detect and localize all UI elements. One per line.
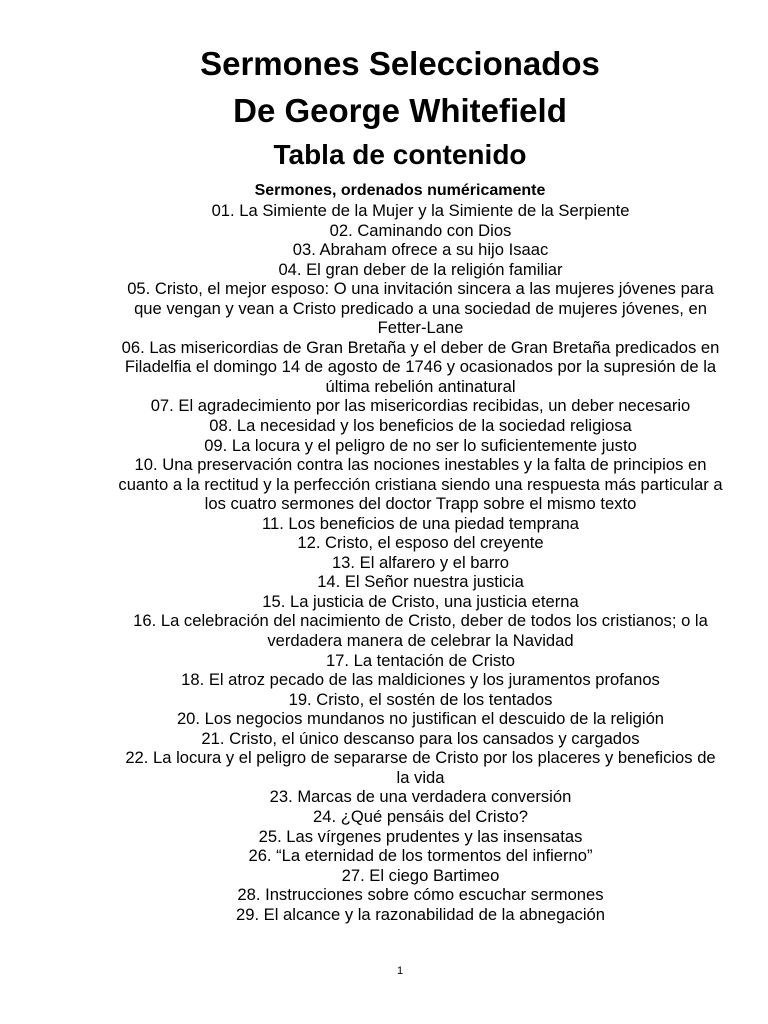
toc-entry: 15. La justicia de Cristo, una justicia eterna (262, 591, 579, 611)
toc-entry: 06. Las misericordias de Gran Bretaña y el deber de Gran Bretaña predicados en Filadelfia el domingo 14 de agosto de 1746 y ocasionados por la supresión de la última rebelión antinatural (121, 337, 720, 396)
toc-entry: 19. Cristo, el sostén de los tentados (288, 689, 553, 709)
toc-entry: 22. La locura y el peligro de separarse de Cristo por los placeres y beneficios de la vida (125, 748, 716, 787)
toc-entry: 12. Cristo, el esposo del creyente (297, 533, 544, 553)
toc-entry: 13. El alfarero y el barro (331, 552, 510, 572)
toc-entry: 10. Una preservación contra las nociones inestables y la falta de principios en cuanto a la rectitud y la perfección cristiana siendo una respuesta más particular a los cuatro sermones del doctor Trapp sobre el mismo texto (118, 455, 723, 514)
page-number: 1 (396, 965, 404, 977)
toc-entry: 25. Las vírgenes prudentes y las insensatas (258, 826, 583, 846)
table-of-contents-heading: Tabla de contenido (273, 139, 527, 170)
toc-entry: 23. Marcas de una verdadera conversión (269, 787, 572, 807)
toc-entry: 16. La celebración del nacimiento de Cristo, deber de todos los cristianos; o la verdadera manera de celebrar la Navidad (133, 611, 708, 651)
toc-entry: 09. La locura y el peligro de no ser lo suficientemente justo (204, 435, 637, 455)
toc-entry: 29. El alcance y la razonabilidad de la abnegación (235, 904, 605, 924)
document-title-line-1: Sermones Seleccionados (200, 45, 600, 82)
toc-entry: 04. El gran deber de la religión familiar (278, 259, 563, 279)
toc-entry: 02. Caminando con Dios (329, 220, 512, 240)
toc-entry: 03. Abraham ofrece a su hijo Isaac (292, 240, 549, 260)
toc-entry: 05. Cristo, el mejor esposo: O una invitación sincera a las mujeres jóvenes para que vengan y vean a Cristo predicado a una sociedad de mujeres jóvenes, en Fetter-Lane (127, 279, 714, 338)
toc-entry: 20. Los negocios mundanos no justifican el descuido de la religión (176, 709, 665, 729)
toc-entry: 18. El atroz pecado de las maldiciones y los juramentos profanos (181, 670, 660, 690)
toc-entry: 08. La necesidad y los beneficios de la sociedad religiosa (209, 416, 632, 436)
toc-entry: 24. ¿Qué pensáis del Cristo? (313, 806, 528, 826)
table-of-contents-subheading: Sermones, ordenados numéricamente (254, 182, 546, 199)
toc-entry: 17. La tentación de Cristo (325, 650, 516, 670)
toc-entry: 11. Los beneficios de una piedad temprana (261, 513, 580, 533)
toc-entry: 27. El ciego Bartimeo (341, 865, 500, 885)
document-title-line-2: De George Whitefield (233, 92, 567, 129)
toc-entry: 01. La Simiente de la Mujer y la Simiente de la Serpiente (211, 201, 630, 220)
toc-entry: 07. El agradecimiento por las misericordias recibidas, un deber necesario (150, 396, 691, 416)
toc-entry: 14. El Señor nuestra justicia (317, 572, 524, 592)
table-of-contents-list (118, 201, 723, 924)
toc-entry: 28. Instrucciones sobre cómo escuchar sermones (237, 885, 604, 905)
toc-entry: 26. “La eternidad de los tormentos del infierno” (248, 846, 593, 866)
toc-entry: 21. Cristo, el único descanso para los cansados y cargados (201, 728, 640, 748)
